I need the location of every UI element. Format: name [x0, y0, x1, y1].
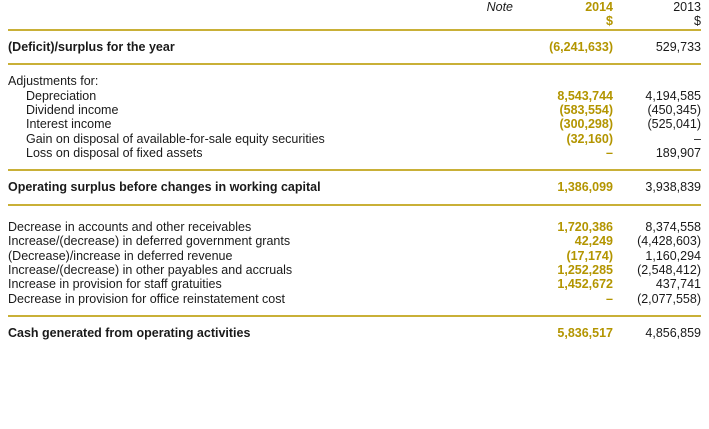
table-row	[8, 40, 701, 54]
row-value-previous: 8,374,558	[645, 219, 701, 234]
row-value-current: 1,720,386	[557, 219, 613, 234]
spacer	[8, 170, 701, 180]
row-value-current: –	[606, 291, 613, 306]
spacer	[8, 160, 701, 169]
table-row	[8, 146, 701, 160]
row-value-previous: –	[694, 131, 701, 146]
row-value-current: 42,249	[574, 234, 613, 249]
row-note	[418, 89, 513, 103]
row-label: Depreciation	[26, 88, 97, 103]
row-note	[418, 103, 513, 117]
row-label: Dividend income	[26, 102, 119, 117]
table-row	[8, 180, 701, 194]
row-label: Decrease in provision for office reinstatement cost	[8, 291, 285, 306]
row-value-current: 8,543,744	[557, 88, 613, 103]
row-label: (Deficit)/surplus for the year	[8, 39, 175, 54]
table-row	[8, 292, 701, 306]
adjustments-title-note	[418, 74, 513, 88]
table-row	[8, 249, 701, 263]
row-value-previous: (525,041)	[647, 117, 701, 132]
table-row	[8, 132, 701, 146]
adjustments-title-current	[513, 74, 613, 88]
spacer	[8, 54, 701, 63]
row-note	[418, 180, 513, 194]
row-value-current: 5,836,517	[557, 326, 613, 340]
spacer	[8, 306, 701, 315]
spacer	[8, 195, 701, 204]
row-note	[418, 292, 513, 306]
row-label: (Decrease)/increase in deferred revenue	[8, 248, 233, 263]
row-note	[418, 117, 513, 131]
header-note: Note	[486, 0, 513, 14]
currency-blank	[8, 14, 418, 28]
adjustments-title-row	[8, 74, 701, 88]
row-value-current: 1,386,099	[557, 180, 613, 195]
spacer	[8, 316, 701, 326]
row-value-previous: 189,907	[655, 146, 701, 160]
header-blank	[8, 0, 418, 14]
table-currency-row	[8, 14, 701, 28]
adjustments-title: Adjustments for:	[8, 74, 99, 89]
adjustments-title-previous	[613, 74, 701, 88]
row-value-previous: 4,856,859	[645, 326, 701, 340]
table-row	[8, 263, 701, 277]
row-note	[418, 220, 513, 234]
row-value-current: (583,554)	[559, 102, 613, 117]
spacer	[8, 205, 701, 220]
financial-table	[8, 0, 701, 340]
row-value-current: (32,160)	[566, 131, 613, 146]
row-value-previous: 4,194,585	[645, 88, 701, 103]
row-value-previous: 3,938,839	[645, 180, 701, 195]
row-value-previous: (450,345)	[647, 102, 701, 117]
row-label: Loss on disposal of fixed assets	[26, 146, 203, 160]
row-note	[418, 249, 513, 263]
row-value-previous: 529,733	[655, 39, 701, 54]
row-note	[418, 146, 513, 160]
row-value-previous: (2,548,412)	[637, 262, 701, 277]
row-value-current: 1,452,672	[557, 277, 613, 292]
row-label: Decrease in accounts and other receivables	[8, 219, 252, 234]
table-row	[8, 117, 701, 131]
row-note	[418, 234, 513, 248]
row-value-previous: (2,077,558)	[637, 291, 701, 306]
currency-current: $	[606, 14, 613, 29]
table-row	[8, 103, 701, 117]
row-label: Gain on disposal of available-for-sale equity securities	[26, 131, 325, 146]
spacer	[8, 64, 701, 74]
row-note	[418, 326, 513, 340]
header-year-current: 2014	[585, 0, 613, 14]
spacer	[8, 30, 701, 40]
row-value-current: (6,241,633)	[549, 39, 613, 54]
row-note	[418, 40, 513, 54]
row-note	[418, 277, 513, 291]
table-header-row	[8, 0, 701, 14]
row-value-current: (17,174)	[566, 248, 613, 263]
table-row	[8, 220, 701, 234]
row-label: Increase/(decrease) in other payables and accruals	[8, 262, 293, 277]
row-label: Interest income	[26, 117, 112, 132]
row-note	[418, 263, 513, 277]
header-year-previous: 2013	[673, 0, 701, 14]
table-row	[8, 326, 701, 340]
row-note	[418, 132, 513, 146]
row-label: Increase/(decrease) in deferred government grants	[8, 234, 291, 249]
currency-note-blank	[418, 14, 513, 28]
table-row	[8, 277, 701, 291]
row-label: Increase in provision for staff gratuities	[8, 277, 222, 292]
row-value-current: 1,252,285	[557, 262, 613, 277]
row-label: Cash generated from operating activities	[8, 326, 251, 340]
row-label: Operating surplus before changes in working capital	[8, 180, 321, 195]
row-value-previous: 437,741	[655, 277, 701, 292]
row-value-previous: 1,160,294	[645, 248, 701, 263]
row-value-current: –	[606, 146, 613, 160]
row-value-previous: (4,428,603)	[637, 234, 701, 249]
row-value-current: (300,298)	[559, 117, 613, 132]
currency-previous: $	[694, 14, 701, 29]
table-row	[8, 89, 701, 103]
table-row	[8, 234, 701, 248]
